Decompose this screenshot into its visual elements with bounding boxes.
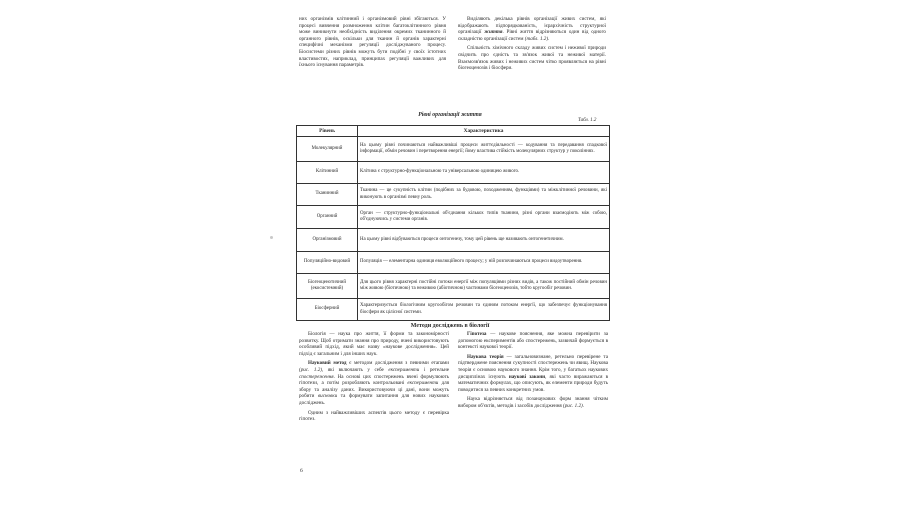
paragraph: Гіпотеза — наукове пояснення, яке можна перевірити за допомогою експериментів або спостережень, зазвичай формується в контексті наукової теорії. bbox=[458, 331, 608, 351]
paragraph: Наука відрізняється від позанаукових форм знання чітким вибором об'єктів, методів і засобів дослідження (рис. 1.2). bbox=[458, 396, 608, 409]
table-row bbox=[297, 137, 610, 162]
level-cell: Клітинний bbox=[297, 162, 358, 184]
column-header-characteristic: Характеристика bbox=[358, 126, 610, 137]
description-cell: Характеризується біологічним кругообігом речовин та єдиним потоком енергії, що забезпечує функціонування біосфери як цілісної системи. bbox=[358, 299, 610, 321]
paragraph: Біологія — наука про життя, її форми та закономірності розвитку. Щоб отримати знання про природу, вчені використовують особливий підхід, який має назву «наукове дослідження». Цей підхід є загальним і для інших наук. bbox=[299, 331, 449, 357]
table-number: Табл. 1.2 bbox=[578, 118, 597, 123]
description-cell: Орган — структурно-функціональні об'єднання кількох типів тканини, різні органи взаємодіють між собою, об'єднуючись у системи органів. bbox=[358, 206, 610, 229]
bottom-right-column bbox=[458, 331, 608, 413]
scan-dot bbox=[270, 236, 273, 239]
description-cell: Для цього рівня характерні постійні потоки енергії між популяціями різних видів, а також постійний обмін речовин між живою (біотичною) та неживою (абіотичною) частинами біогеоценозів, тобто кругообіг речовин. bbox=[358, 274, 610, 299]
table-row bbox=[297, 252, 610, 274]
paragraph: Наукова теорія — загальновизнане, ретельно перевірене та підтверджене пояснення сукупності спостережень чи явищ. Наукова теорія є основою наукового знання. Крім того, у багатьох наукових дисциплінах існують наукові закони, які часто виражаються в математичних формулах, що описують, як елементи природи будуть поводитися за певних конкретних умов. bbox=[458, 353, 609, 393]
level-cell: Організмовий bbox=[297, 229, 358, 252]
page-number: 6 bbox=[300, 468, 303, 474]
level-cell: Тканинний bbox=[297, 184, 358, 206]
table-row bbox=[297, 229, 610, 252]
paragraph: них організмів клітинний і організмовий рівні збігаються. У процесі вивчення розмноження клітин багатоклітинного рівня може виникнути необхідність виділення окремих тканинного й органного рівнів, оскільки для тканин й органів характерні специфічні механізми регуляції досліджуваного процесу. Біосистеми різних рівнів можуть бути подібні у своїх істотних властивостях, наприклад, принципах регуляції важливих для їхнього існування параметрів. bbox=[299, 16, 446, 69]
level-cell: Біогеоценотичний (екосистемний) bbox=[297, 274, 358, 299]
table-row bbox=[297, 274, 610, 299]
description-cell: Тканина — це сукупність клітин (подібних за будовою, походженням, функціями) та міжклітинної речовини, які виконують в організмі певну роль. bbox=[358, 184, 610, 206]
description-cell: Популяція — елементарна одиниця еволюційного процесу; у ній розпочинаються процеси видоутворення. bbox=[358, 252, 610, 274]
section-title: Методи досліджень в біології bbox=[410, 323, 490, 329]
table-header-row bbox=[297, 126, 610, 137]
paragraph: Виділяють декілька рівнів організації живих систем, які відображають підпорядкованість, ієрархічність структурної організації життя. Рівні життя відрізняються один від одного складністю організації систем (табл. 1.2). bbox=[458, 16, 606, 42]
level-cell: Органний bbox=[297, 206, 358, 229]
description-cell: Клітина є структурно-функціональною та універсальною одиницею живого. bbox=[358, 162, 610, 184]
level-cell: Молекулярний bbox=[297, 137, 358, 162]
description-cell: На цьому рівні починаються найважливіші процеси життєдіяльності — кодування та передавання спадкової інформації, обмін речовин і перетворення енергії; йому властива стійкість молекулярних структур у поколіннях. bbox=[358, 137, 610, 162]
paragraph: Спільність хімічного складу живих систем і неживої природи свідчить про єдність та зв'язок живої та неживої матерії. Взаємозв'язок живих і неживих систем чітко проявляється на рівні біогеоценозів і біосфери. bbox=[458, 45, 606, 72]
paragraph: Одним з найважливіших аспектів цього методу є перевірка гіпотез. bbox=[299, 409, 449, 423]
level-cell: Біосферний bbox=[297, 299, 358, 321]
top-left-column bbox=[299, 16, 446, 72]
levels-table bbox=[296, 125, 610, 321]
table-row bbox=[297, 299, 610, 321]
table-row bbox=[297, 184, 610, 206]
table-row bbox=[297, 162, 610, 184]
table-row bbox=[297, 206, 610, 229]
level-cell: Популяційно-видовий bbox=[297, 252, 358, 274]
top-right-column bbox=[458, 16, 606, 75]
paragraph: Науковий метод є методом дослідження з певними етапами (рис. 1.2), які включають у себе експерименти і ретельне спостереження. На основі цих спостережень вчені формулюють гіпотези, а потім розробляють контрольовані експерименти для збору та аналізу даних. Використовуючи ці дані, вони можуть робити висновки та формувати запитання для нових наукових досліджень. bbox=[299, 360, 450, 406]
bottom-left-column bbox=[299, 331, 449, 426]
column-header-level: Рівень bbox=[297, 126, 358, 137]
table-title: Рівні організації життя bbox=[418, 112, 482, 118]
description-cell: На цьому рівні відбуваються процеси онтогенезу, тому цей рівень ще називають онтогенетичним. bbox=[358, 229, 610, 252]
